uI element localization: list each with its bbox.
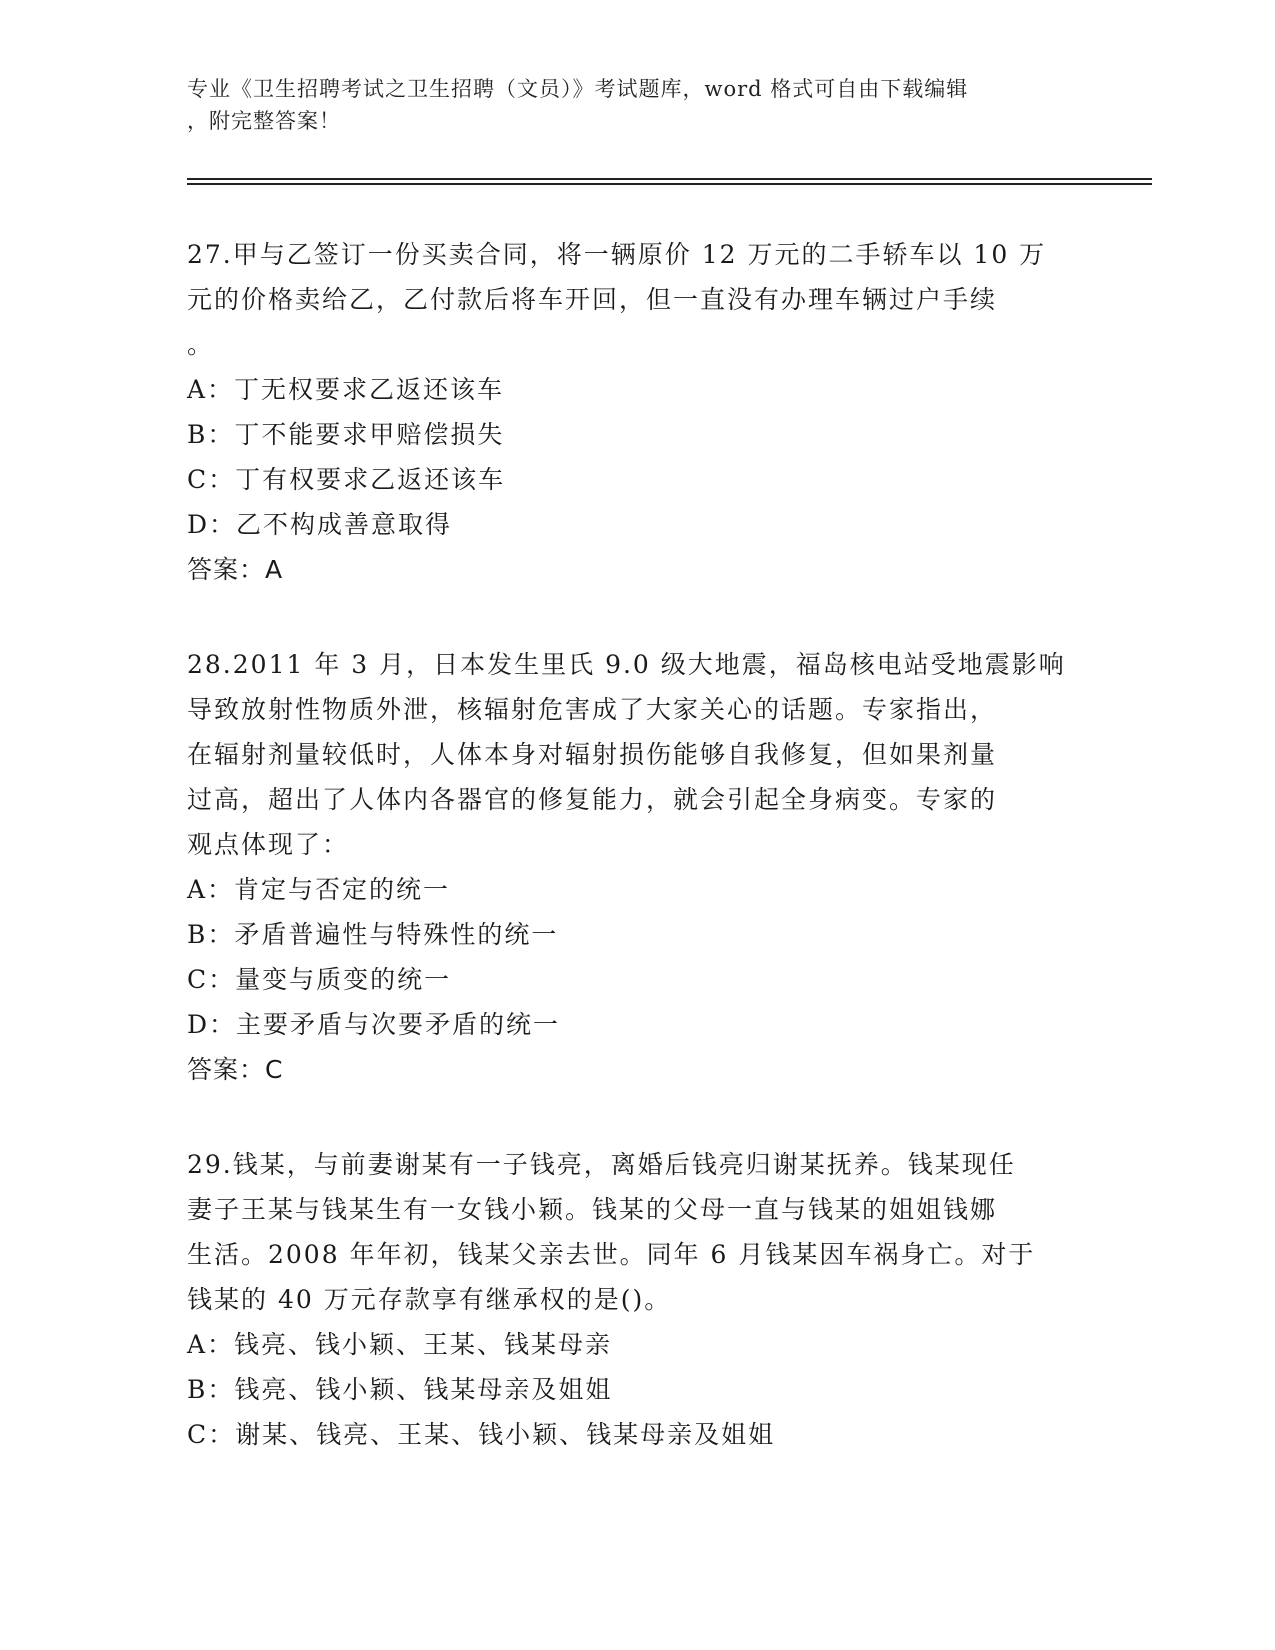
question-stem-line: 生活。2008 年年初，钱某父亲去世。同年 6 月钱某因车祸身亡。对于 (187, 1240, 1036, 1269)
option-d: D：乙不构成善意取得 (187, 510, 453, 539)
option-a: A：丁无权要求乙返还该车 (187, 375, 505, 404)
question-stem-line: 。 (187, 330, 215, 359)
question-stem-line: 过高，超出了人体内各器官的修复能力，就会引起全身病变。专家的 (187, 785, 998, 814)
option-a: A：肯定与否定的统一 (187, 875, 451, 904)
question-stem-line: 27.甲与乙签订一份买卖合同，将一辆原价 12 万元的二手轿车以 10 万 (187, 240, 1047, 269)
option-d: D：主要矛盾与次要矛盾的统一 (187, 1010, 561, 1039)
option-c: C：量变与质变的统一 (187, 965, 452, 994)
question-28 (187, 642, 1087, 1093)
option-b: B：丁不能要求甲赔偿损失 (187, 420, 505, 449)
question-stem-line: 28.2011 年 3 月，日本发生里氏 9.0 级大地震，福岛核电站受地震影响 (187, 650, 1066, 679)
question-stem-line: 29.钱某，与前妻谢某有一子钱亮，离婚后钱亮归谢某抚养。钱某现任 (187, 1150, 1016, 1179)
answer-line: 答案：A (187, 555, 284, 584)
question-stem-line: 妻子王某与钱某生有一女钱小颖。钱某的父母一直与钱某的姐姐钱娜 (187, 1195, 998, 1224)
header-divider (187, 183, 1152, 185)
question-stem-line: 导致放射性物质外泄，核辐射危害成了大家关心的话题。专家指出， (187, 695, 998, 724)
question-stem-line: 钱某的 40 万元存款享有继承权的是()。 (187, 1285, 672, 1314)
option-a: A：钱亮、钱小颖、王某、钱某母亲 (187, 1330, 613, 1359)
option-b: B：钱亮、钱小颖、钱某母亲及姐姐 (187, 1375, 613, 1404)
question-stem-line: 在辐射剂量较低时，人体本身对辐射损伤能够自我修复，但如果剂量 (187, 740, 998, 769)
question-stem-line: 观点体现了： (187, 830, 350, 859)
document-header (187, 73, 1067, 137)
option-c: C：谢某、钱亮、王某、钱小颖、钱某母亲及姐姐 (187, 1420, 776, 1449)
option-c: C：丁有权要求乙返还该车 (187, 465, 506, 494)
question-27 (187, 232, 1087, 593)
question-29 (187, 1142, 1087, 1457)
answer-line: 答案：C (187, 1055, 284, 1084)
question-stem-line: 元的价格卖给乙，乙付款后将车开回，但一直没有办理车辆过户手续 (187, 285, 998, 314)
header-divider (187, 178, 1152, 180)
header-line: ，附完整答案！ (187, 109, 341, 133)
option-b: B：矛盾普遍性与特殊性的统一 (187, 920, 559, 949)
header-line: 专业《卫生招聘考试之卫生招聘（文员）》考试题库，word 格式可自由下载编辑 (187, 77, 969, 101)
